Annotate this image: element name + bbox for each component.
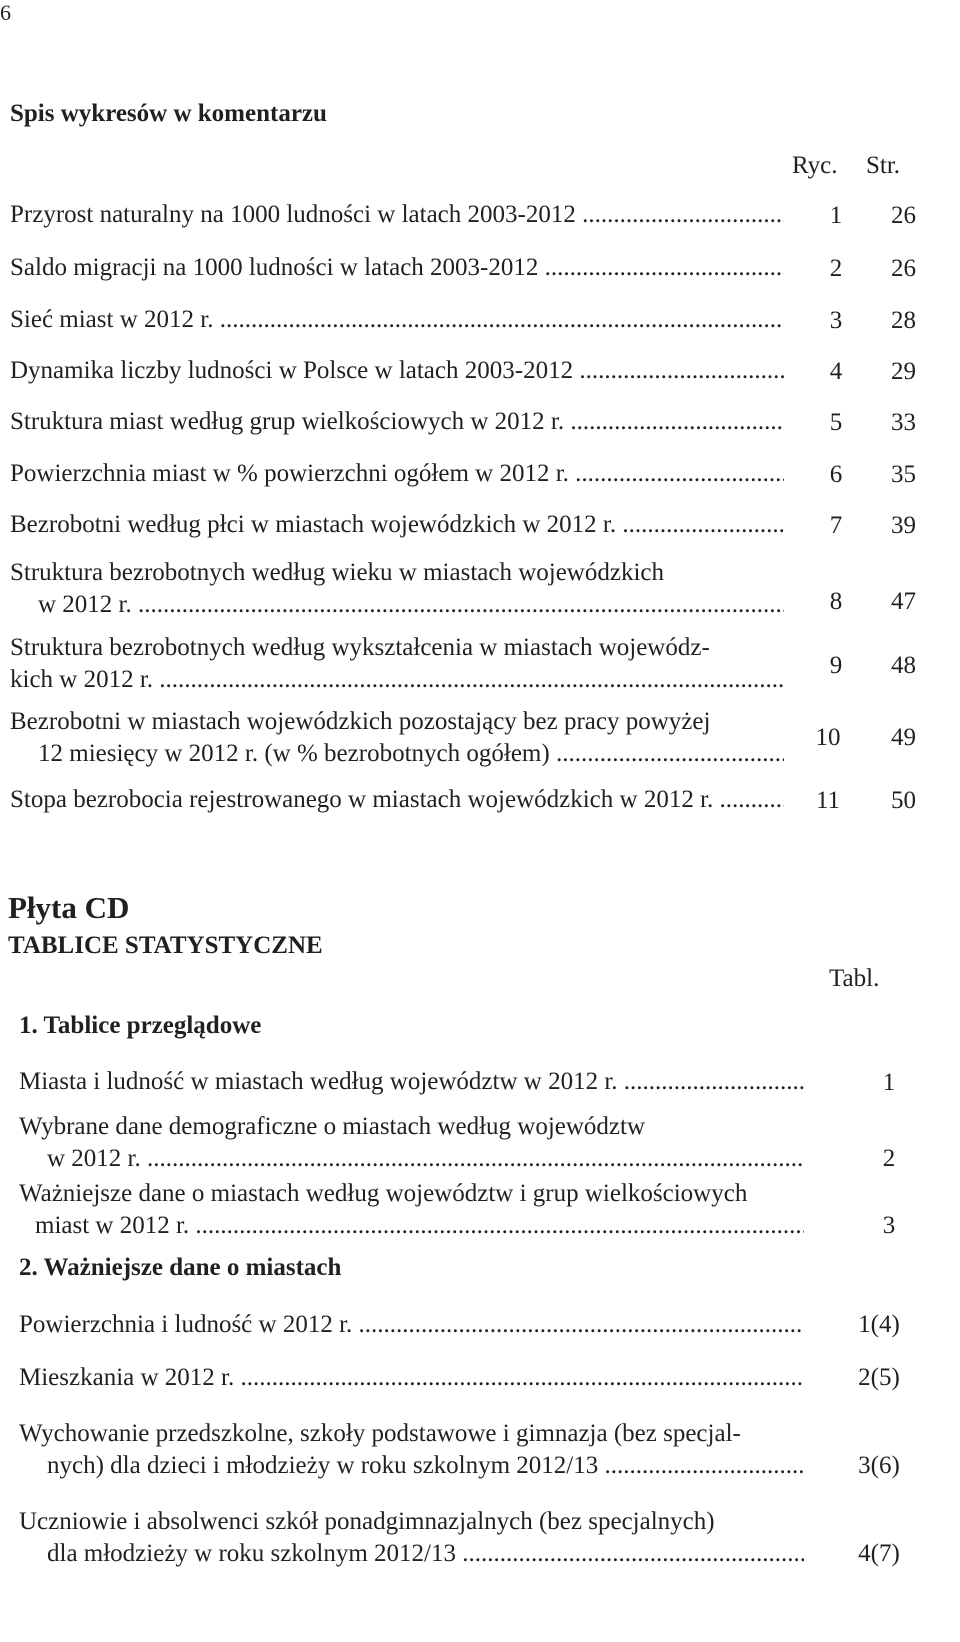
figure-number: 1 xyxy=(829,202,843,229)
table-entry xyxy=(19,1111,804,1175)
figure-page: 49 xyxy=(891,724,916,751)
table-column-header: Tabl. xyxy=(829,965,880,992)
table-number: 3 xyxy=(882,1212,896,1239)
figure-entry xyxy=(10,784,784,816)
figure-entry-title: Dynamika liczby ludności w Polsce w latach 2003-2012 ..... xyxy=(10,355,784,387)
figure-page: 48 xyxy=(891,652,916,679)
table-entry-title: Miasta i ludność w miastach według województw w 2012 r. ..... xyxy=(19,1066,804,1098)
table-entry xyxy=(19,1506,804,1570)
figure-entry xyxy=(10,632,784,696)
figure-entry-title: Bezrobotni w miastach wojewódzkich pozostający bez pracy powyżej xyxy=(10,708,711,735)
figure-page: 39 xyxy=(891,512,916,539)
figure-page: 29 xyxy=(891,358,916,385)
figure-number: 3 xyxy=(829,307,843,334)
table-number: 1(4) xyxy=(858,1311,900,1338)
figure-entry-title: Saldo migracji na 1000 ludności w latach 2003-2012 ..... xyxy=(10,252,784,284)
figure-entry-title-continued: 12 miesięcy w 2012 r. (w % bezrobotnych ogółem) ..... xyxy=(10,738,784,770)
figure-entry-title: Struktura miast według grup wielkościowych w 2012 r. ..... xyxy=(10,406,784,438)
table-entry-title: Ważniejsze dane o miastach według województw i grup wielkościowych xyxy=(19,1180,748,1207)
figure-entry-title-continued: kich w 2012 r. ..... xyxy=(10,664,784,696)
figure-number: 10 xyxy=(815,724,841,751)
table-entry-title: Mieszkania w 2012 r. ..... xyxy=(19,1362,804,1394)
figure-entry-title: Sieć miast w 2012 r. ..... xyxy=(10,304,784,336)
figure-number: 2 xyxy=(829,255,843,282)
table-entry-title-continued: miast w 2012 r. ..... xyxy=(19,1210,804,1242)
figure-entry-title: Struktura bezrobotnych według wieku w miastach wojewódzkich xyxy=(10,559,664,586)
figure-entry xyxy=(10,304,784,336)
figure-number: 9 xyxy=(829,652,843,679)
table-entry-title: Uczniowie i absolwenci szkół ponadgimnazjalnych (bez specjalnych) xyxy=(19,1508,715,1535)
table-number: 2 xyxy=(882,1145,896,1172)
figure-page: 50 xyxy=(891,787,916,814)
figure-entry xyxy=(10,406,784,438)
table-entry xyxy=(19,1362,804,1394)
table-entry-title: Wychowanie przedszkolne, szkoły podstawowe i gimnazja (bez specjal- xyxy=(19,1420,741,1447)
figure-page: 26 xyxy=(891,255,916,282)
figure-entry-title: Bezrobotni według płci w miastach wojewódzkich w 2012 r. ..... xyxy=(10,509,784,541)
figure-entry xyxy=(10,557,784,621)
group-heading: 1. Tablice przeglądowe xyxy=(19,1012,262,1039)
page-column-header: Str. xyxy=(866,152,901,179)
figure-entry xyxy=(10,509,784,541)
table-number: 2(5) xyxy=(858,1364,900,1391)
cd-section-title: Płyta CD xyxy=(8,890,130,925)
figure-entry-title-continued: w 2012 r. ..... xyxy=(10,589,784,621)
figure-number: 4 xyxy=(829,358,843,385)
figure-page: 47 xyxy=(891,588,916,615)
table-entry-title-continued: w 2012 r. ..... xyxy=(19,1143,804,1175)
figure-number: 8 xyxy=(829,588,843,615)
figure-number: 5 xyxy=(829,409,843,436)
figure-number: 7 xyxy=(829,512,843,539)
figure-page: 26 xyxy=(891,202,916,229)
cd-section-subtitle: TABLICE STATYSTYCZNE xyxy=(8,932,323,959)
table-entry xyxy=(19,1309,804,1341)
table-number: 4(7) xyxy=(858,1540,900,1567)
page-number: 6 xyxy=(0,0,11,25)
figure-entry xyxy=(10,706,784,770)
table-number: 3(6) xyxy=(858,1452,900,1479)
figure-entry xyxy=(10,199,784,231)
figure-entry xyxy=(10,355,784,387)
table-entry-title-continued: nych) dla dzieci i młodzieży w roku szkolnym 2012/13 ..... xyxy=(19,1450,804,1482)
figure-entry-title: Powierzchnia miast w % powierzchni ogółem w 2012 r. ..... xyxy=(10,458,784,490)
figures-section-title: Spis wykresów w komentarzu xyxy=(10,100,327,127)
group-heading: 2. Ważniejsze dane o miastach xyxy=(19,1254,342,1281)
figure-entry xyxy=(10,252,784,284)
figure-entry-title: Stopa bezrobocia rejestrowanego w miastach wojewódzkich w 2012 r. ..... xyxy=(10,784,784,816)
table-entry-title: Powierzchnia i ludność w 2012 r. ..... xyxy=(19,1309,804,1341)
figure-entry-title: Przyrost naturalny na 1000 ludności w latach 2003-2012 ..... xyxy=(10,199,784,231)
fig-column-header: Ryc. xyxy=(792,152,838,179)
figure-entry xyxy=(10,458,784,490)
table-entry-title: Wybrane dane demograficzne o miastach według województw xyxy=(19,1113,646,1140)
figure-page: 35 xyxy=(891,461,916,488)
table-entry xyxy=(19,1418,804,1482)
figure-entry-title: Struktura bezrobotnych według wykształcenia w miastach wojewódz- xyxy=(10,634,710,661)
figure-page: 33 xyxy=(891,409,916,436)
table-entry xyxy=(19,1178,804,1242)
figure-page: 28 xyxy=(891,307,916,334)
figure-number: 6 xyxy=(829,461,843,488)
figure-number: 11 xyxy=(815,787,841,814)
table-entry xyxy=(19,1066,804,1098)
table-entry-title-continued: dla młodzieży w roku szkolnym 2012/13 ..... xyxy=(19,1538,804,1570)
table-number: 1 xyxy=(882,1069,896,1096)
